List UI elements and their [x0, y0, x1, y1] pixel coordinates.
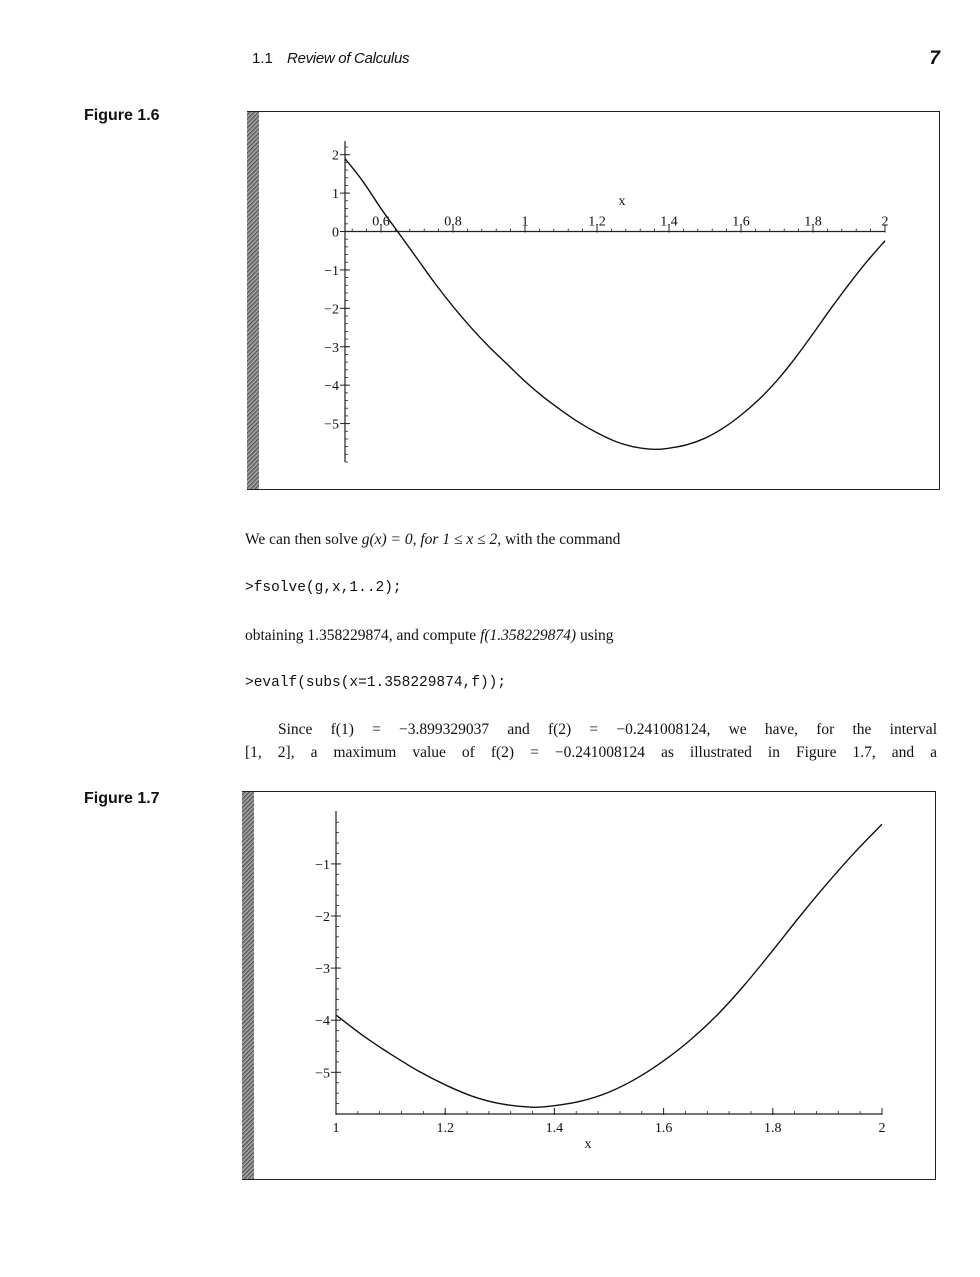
- paragraph-1-text-b: with the command: [501, 531, 621, 548]
- paragraph-2-text-a: obtaining 1.358229874, and compute: [245, 627, 481, 644]
- figure-1-6-label: Figure 1.6: [84, 107, 160, 124]
- x-tick-label: 1.8: [804, 214, 822, 230]
- page-number: 7: [929, 48, 940, 69]
- x-tick-label: 1.6: [732, 214, 750, 230]
- x-tick-label: 1.4: [660, 214, 678, 230]
- paragraph-2: [245, 624, 937, 647]
- section-title: Review of Calculus: [287, 50, 410, 67]
- x-tick-label: 0.6: [372, 214, 390, 230]
- x-tick-label: 1: [332, 1121, 340, 1136]
- x-tick-label: 2: [878, 1121, 886, 1136]
- figure-1-7-label: Figure 1.7: [84, 790, 160, 807]
- y-tick-label: 0: [332, 225, 339, 241]
- x-tick-label: 1.8: [764, 1121, 782, 1136]
- x-tick-label: 1.2: [588, 214, 606, 230]
- y-tick-label: −4: [324, 379, 339, 395]
- code-fsolve: >fsolve(g,x,1..2);: [245, 580, 402, 596]
- y-tick-label: −1: [324, 263, 339, 279]
- y-tick-label: −3: [315, 962, 330, 978]
- series-line: [345, 159, 885, 450]
- paragraph-1-math: g(x) = 0, for 1 ≤ x ≤ 2,: [361, 531, 502, 548]
- paragraph-1-text-a: We can then solve: [245, 531, 362, 548]
- paragraph-2-text-b: using: [576, 627, 614, 644]
- y-tick-label: 2: [332, 148, 339, 164]
- x-axis-label: x: [618, 194, 626, 209]
- y-tick-label: −2: [315, 910, 330, 925]
- x-tick-label: 1.6: [654, 1121, 673, 1136]
- y-tick-label: −5: [315, 1066, 330, 1082]
- y-tick-label: −1: [315, 857, 330, 873]
- y-tick-label: −3: [324, 340, 339, 356]
- x-tick-label: 1: [521, 214, 529, 230]
- series-line: [336, 824, 882, 1107]
- code-evalf: >evalf(subs(x=1.358229874,f));: [245, 675, 507, 691]
- paragraph-3-line-1: Since f(1) = −3.899329037 and f(2) = −0.241008124, we have, for the interval: [278, 721, 937, 738]
- y-tick-label: −4: [315, 1014, 330, 1030]
- figure-1-7-frame: [242, 791, 936, 1180]
- paragraph-1: [245, 528, 937, 551]
- y-tick-label: −2: [324, 302, 339, 318]
- x-tick-label: 1.2: [436, 1121, 454, 1136]
- x-tick-label: 1.4: [545, 1121, 564, 1136]
- running-head: [252, 50, 409, 67]
- paragraph-3-line-2: [1, 2], a maximum value of f(2) = −0.241008124 as illustrated in Figure 1.7, and a: [245, 744, 937, 761]
- figure-1-6-frame: [247, 111, 940, 490]
- section-number: 1.1: [252, 50, 273, 67]
- paragraph-2-math: f(1.358229874): [480, 627, 577, 644]
- y-tick-label: −5: [324, 417, 339, 433]
- figure-1-6-chart: [247, 112, 939, 489]
- x-tick-label: 0.8: [444, 214, 462, 230]
- figure-1-7-chart: [242, 792, 935, 1179]
- x-tick-label: 2: [881, 214, 889, 230]
- y-tick-label: 1: [332, 187, 339, 203]
- x-axis-label: x: [584, 1137, 592, 1152]
